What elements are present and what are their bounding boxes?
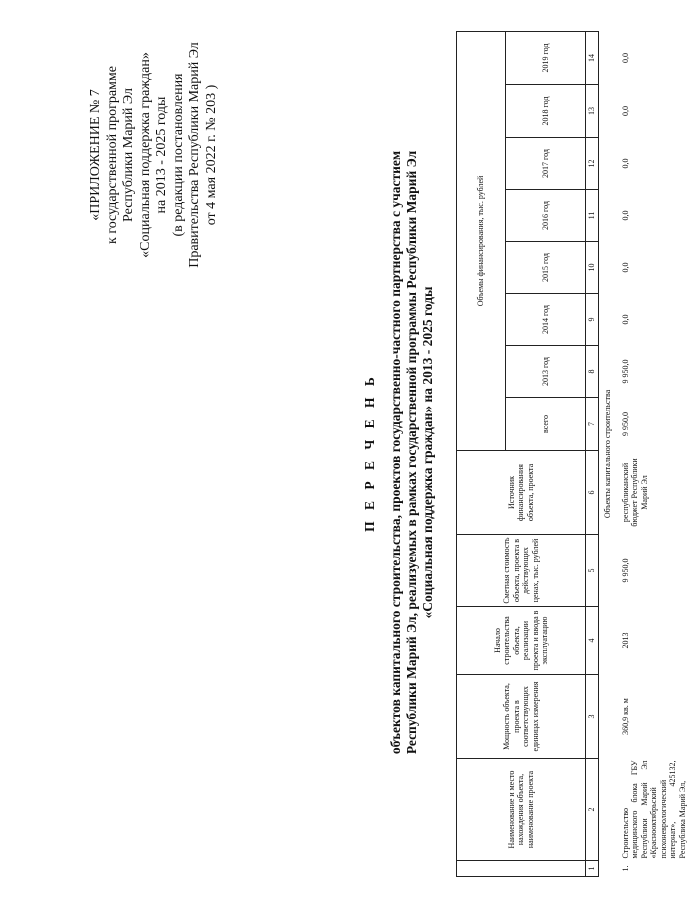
- appendix-line: к государственной программе: [104, 66, 120, 244]
- header-total: всего: [506, 398, 586, 451]
- heading-line: объектов капитального строительства, проектов государственно-частного партнерства с участием: [388, 150, 403, 755]
- header-funding-group: Объемы финансирования, тыс. рублей: [457, 31, 506, 450]
- header-year-2014: 2014 год: [506, 294, 586, 346]
- appendix-line: Правительства Республики Марий Эл: [187, 42, 202, 268]
- header-year-2019: 2019 год: [506, 31, 586, 84]
- document-heading: [388, 40, 436, 865]
- header-year-2018: 2018 год: [506, 85, 586, 138]
- column-number: 9: [586, 294, 599, 346]
- group-row: [598, 31, 617, 876]
- appendix-line: Республики Марий Эл: [121, 88, 136, 222]
- header-row: [457, 31, 506, 876]
- table-row: [617, 31, 689, 876]
- column-number-row: [586, 31, 599, 876]
- row-year-2017: 0,0: [620, 158, 630, 169]
- row-capacity: 360,9 кв. м: [620, 698, 630, 735]
- row-year-2016: 0,0: [620, 210, 630, 221]
- column-number: 5: [586, 535, 599, 607]
- column-number: 13: [586, 85, 599, 138]
- row-year-2019: 0,0: [620, 52, 630, 63]
- appendix-line: на 2013 - 2025 годы: [154, 96, 169, 214]
- column-number: 10: [586, 242, 599, 294]
- row-year-2018: 0,0: [620, 106, 630, 116]
- column-number: 12: [586, 138, 599, 190]
- document-title: П Е Р Е Ч Е Н Ь: [362, 373, 377, 532]
- row-year-2013: 9 950,0: [620, 359, 630, 384]
- header-year-2017: 2017 год: [506, 138, 586, 190]
- column-number: 6: [586, 451, 599, 535]
- row-cost: 9 950,0: [620, 558, 630, 583]
- column-number: 4: [586, 607, 599, 675]
- header-name: Наименование и место нахождения объекта, наименование проекта: [457, 759, 586, 861]
- header-capacity: Мощность объекта, проекта в соответствующих единицах измерения: [457, 675, 586, 759]
- header-source: Источник финансирования объекта, проекта: [457, 451, 586, 535]
- header-year-2015: 2015 год: [506, 242, 586, 294]
- appendix-line: «ПРИЛОЖЕНИЕ № 7: [88, 89, 103, 221]
- appendix-line: от 4 мая 2022 г. № 203 ): [203, 84, 219, 226]
- column-number: 8: [586, 346, 599, 398]
- row-start: 2013: [620, 632, 630, 649]
- column-number: 7: [586, 398, 599, 451]
- capital-objects-table: [456, 31, 689, 877]
- appendix-block: [88, 5, 220, 305]
- header-cost: Сметная стоимость объекта, проекта в действующих ценах, тыс. рублей: [457, 535, 586, 607]
- heading-line: Республики Марий Эл, реализуемых в рамках государственной программы Республики Марий Эл: [404, 150, 419, 755]
- appendix-line: (в редакции постановления: [170, 73, 186, 237]
- column-number: 2: [586, 759, 599, 861]
- header-year-2016: 2016 год: [506, 190, 586, 242]
- row-year-2014: 0,0: [620, 314, 630, 325]
- header-num: [457, 861, 586, 877]
- row-year-2015: 0,0: [620, 262, 630, 273]
- column-number: 3: [586, 675, 599, 759]
- header-start: Начало строительства объекта, реализации проекта и ввода в эксплуатацию: [457, 607, 586, 675]
- column-number: 14: [586, 31, 599, 84]
- row-total: 9 950,0: [620, 412, 630, 436]
- group-label: Объекты капитального строительства: [602, 389, 612, 519]
- header-year-2013: 2013 год: [506, 346, 586, 398]
- column-number: 11: [586, 190, 599, 242]
- heading-line: «Социальная поддержка граждан» на 2013 - 2025 годы: [420, 286, 435, 619]
- row-name: Строительство медицинского блока ГБУ Республики Марий Эл «Краснооктябрьский психоневрологический интернат», 425132, Республика Марий Эл,: [620, 760, 687, 859]
- row-source: республиканский бюджет Республики Марий Эл: [620, 458, 649, 527]
- appendix-line: «Социальная поддержка граждан»: [137, 52, 153, 258]
- row-num: 1.: [620, 865, 630, 872]
- column-number: 1: [586, 861, 599, 877]
